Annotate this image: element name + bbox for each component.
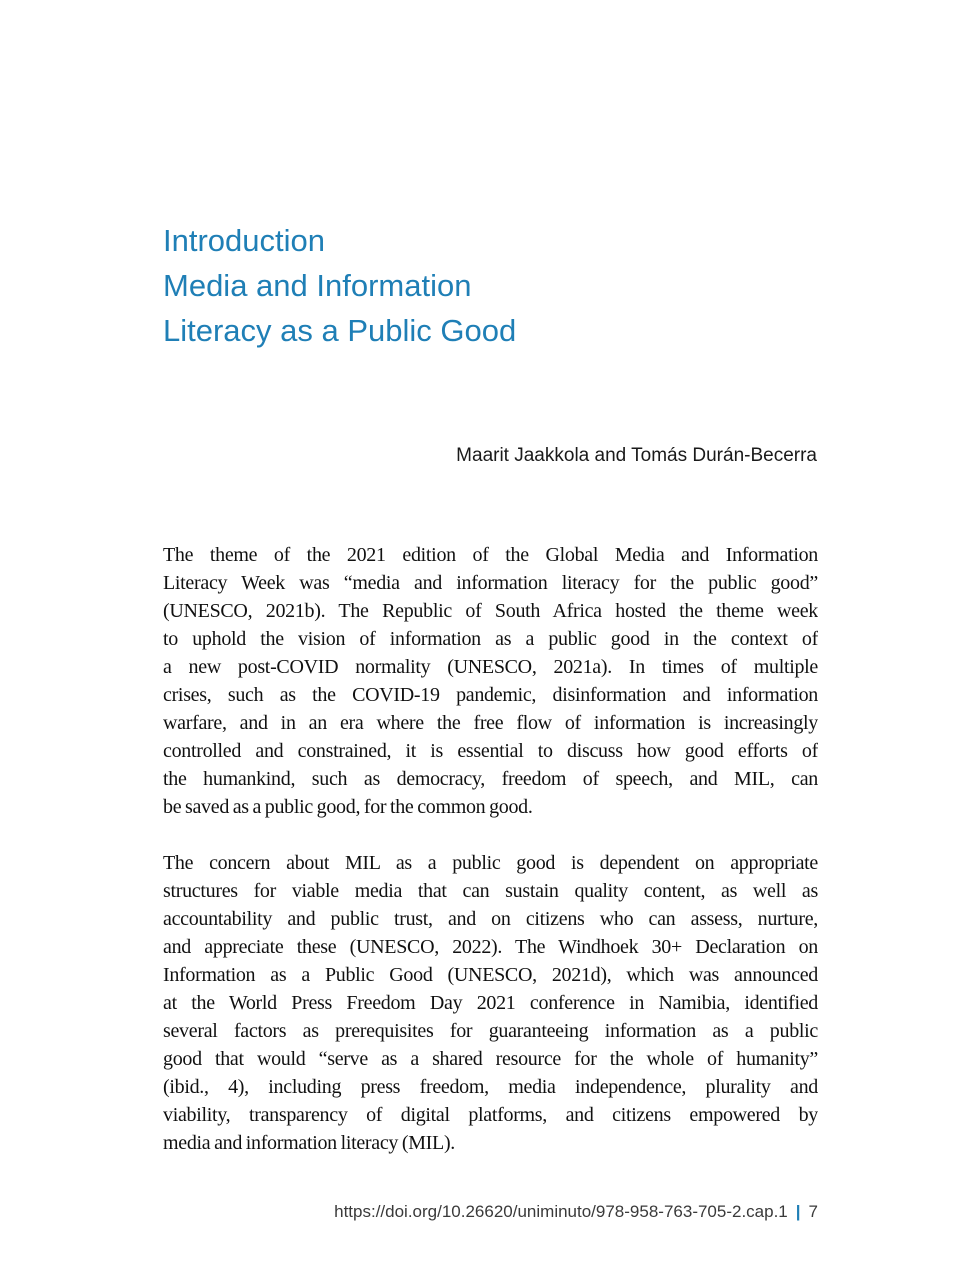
- text-line: crises, such as the COVID-19 pandemic, disinformation and information: [163, 684, 818, 706]
- text-line: good that would “serve as a shared resource for the whole of humanity”: [163, 1048, 818, 1070]
- text-line: warfare, and in an era where the free flow of information is increasingly: [163, 712, 818, 734]
- text-line: to uphold the vision of information as a public good in the context of: [163, 628, 818, 650]
- page-footer: [334, 1201, 818, 1223]
- text-line: several factors as prerequisites for guaranteeing information as a public: [163, 1020, 818, 1042]
- chapter-authors: Maarit Jaakkola and Tomás Durán-Becerra: [456, 445, 817, 466]
- text-line: accountability and public trust, and on citizens who can assess, nurture,: [163, 908, 818, 930]
- text-line: structures for viable media that can sustain quality content, as well as: [163, 880, 818, 902]
- text-line: Information as a Public Good (UNESCO, 2021d), which was announced: [163, 964, 818, 986]
- text-line: a new post-COVID normality (UNESCO, 2021a). In times of multiple: [163, 656, 818, 678]
- text-line: The theme of the 2021 edition of the Global Media and Information: [163, 544, 818, 566]
- text-line: and appreciate these (UNESCO, 2022). The Windhoek 30+ Declaration on: [163, 936, 818, 958]
- chapter-title-line: Introduction: [163, 223, 325, 258]
- text-line: (UNESCO, 2021b). The Republic of South Africa hosted the theme week: [163, 600, 818, 622]
- text-line: viability, transparency of digital platforms, and citizens empowered by: [163, 1104, 818, 1126]
- text-line: media and information literacy (MIL).: [163, 1132, 456, 1154]
- chapter-title-line: Media and Information: [163, 268, 472, 303]
- text-line: The concern about MIL as a public good is dependent on appropriate: [163, 852, 818, 874]
- text-line: (ibid., 4), including press freedom, media independence, plurality and: [163, 1076, 818, 1098]
- text-line: controlled and constrained, it is essential to discuss how good efforts of: [163, 740, 818, 762]
- text-line: be saved as a public good, for the common good.: [163, 796, 533, 818]
- chapter-title: [163, 218, 803, 353]
- body-paragraph: [163, 849, 818, 1157]
- footer-separator: |: [795, 1202, 801, 1221]
- text-line: Literacy Week was “media and information literacy for the public good”: [163, 572, 818, 594]
- body-paragraph: [163, 541, 818, 821]
- doi-link[interactable]: https://doi.org/10.26620/uniminuto/978-958-763-705-2.cap.1: [334, 1202, 788, 1221]
- text-line: at the World Press Freedom Day 2021 conference in Namibia, identified: [163, 992, 818, 1014]
- chapter-title-line: Literacy as a Public Good: [163, 313, 517, 348]
- page-number: 7: [808, 1202, 818, 1221]
- text-line: the humankind, such as democracy, freedom of speech, and MIL, can: [163, 768, 818, 790]
